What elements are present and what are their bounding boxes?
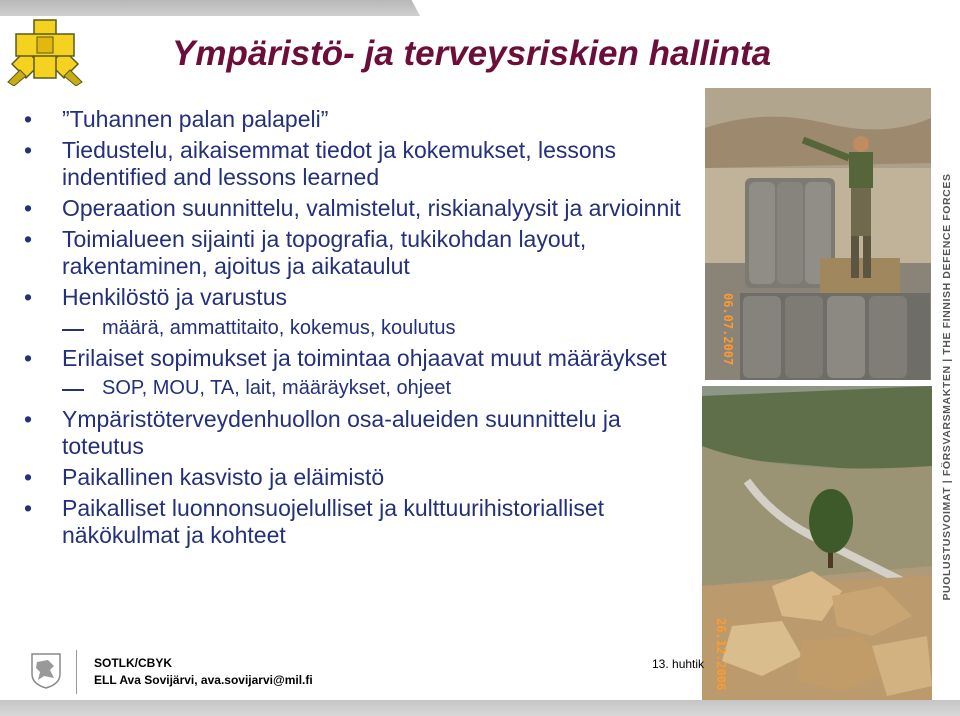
footer-contact: ELL Ava Sovijärvi, ava.sovijarvi@mil.fi bbox=[94, 673, 313, 687]
side-text-label: PUOLUSTUSVOIMAT | FÖRSVARSMAKTEN | THE FINNISH DEFENCE FORCES bbox=[940, 173, 953, 601]
bullet-item: • ”Tuhannen palan palapeli” bbox=[24, 106, 694, 133]
top-decorative-bar bbox=[0, 0, 420, 16]
bullet-list bbox=[24, 106, 694, 553]
defence-forces-side-text bbox=[933, 92, 960, 682]
photo-date-stamp: 26.12.2006 bbox=[714, 618, 728, 691]
photo-date-stamp: 06.07.2007 bbox=[721, 293, 735, 366]
photo-valley-landscape bbox=[702, 386, 932, 702]
footer-organization: SOTLK/CBYK bbox=[94, 656, 172, 670]
soldier-sandbags-illustration bbox=[705, 88, 931, 380]
footer-decorative-bar bbox=[0, 700, 960, 716]
footer-divider bbox=[76, 650, 77, 694]
bullet-item: • Paikalliset luonnonsuojelulliset ja kulttuurihistorialliset näkökulmat ja kohteet bbox=[24, 495, 694, 549]
lion-crest-icon bbox=[26, 650, 66, 690]
bullet-item: • Henkilöstö ja varustus bbox=[24, 284, 694, 311]
bullet-item: • Paikallinen kasvisto ja eläimistö bbox=[24, 464, 694, 491]
sub-bullet-item: SOP, MOU, TA, lait, määräykset, ohjeet bbox=[24, 376, 694, 400]
valley-landscape-illustration bbox=[702, 386, 932, 702]
bullet-item: • Operaation suunnittelu, valmistelut, riskianalyysit ja arvioinnit bbox=[24, 195, 694, 222]
sub-bullet-item: määrä, ammattitaito, kokemus, koulutus bbox=[24, 316, 694, 340]
bullet-item: • Toimialueen sijainti ja topografia, tukikohdan layout, rakentaminen, ajoitus ja aikataulut bbox=[24, 226, 694, 280]
bullet-item: • Tiedustelu, aikaisemmat tiedot ja kokemukset, lessons indentified and lessons learned bbox=[24, 137, 694, 191]
bullet-item: • Erilaiset sopimukset ja toimintaa ohjaavat muut määräykset bbox=[24, 345, 694, 372]
defence-forces-emblem-icon bbox=[6, 16, 84, 86]
slide-title: Ympäristö- ja terveysriskien hallinta bbox=[172, 34, 772, 73]
bullet-item: • Ympäristöterveydenhuollon osa-alueiden suunnittelu ja toteutus bbox=[24, 406, 694, 460]
footer-date: 13. huhtik bbox=[652, 657, 705, 671]
photo-soldier-sandbags bbox=[705, 88, 931, 380]
